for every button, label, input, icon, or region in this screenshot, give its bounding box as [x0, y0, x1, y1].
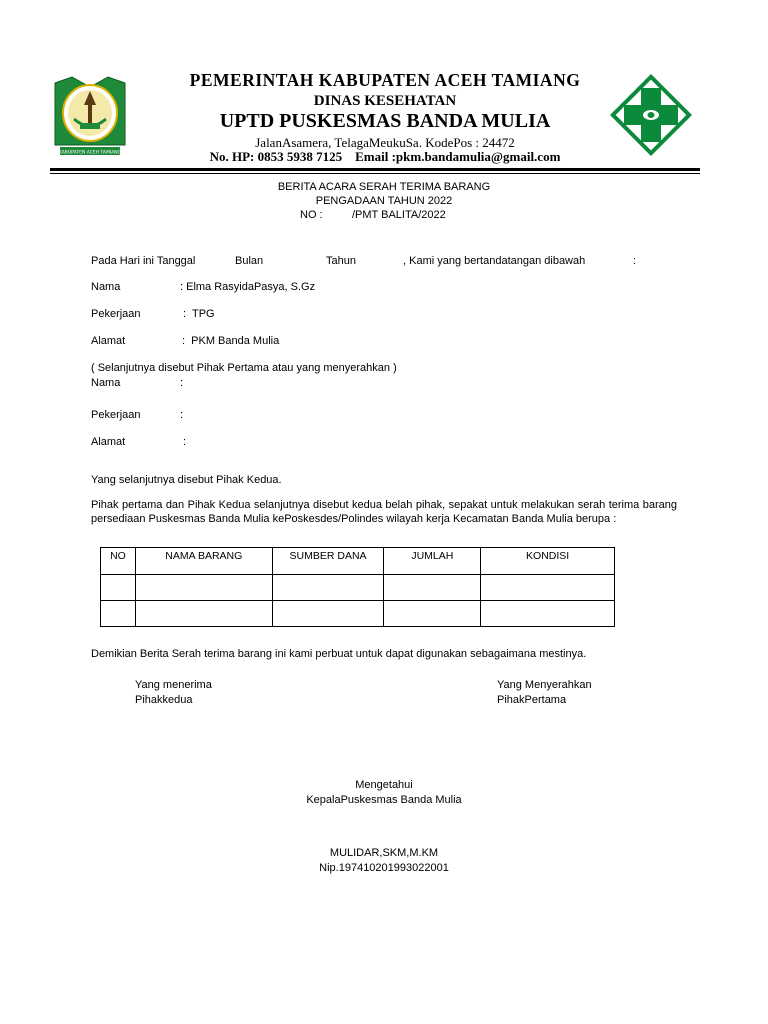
party1-name-value: : Elma RasyidaPasya, S.Gz	[180, 281, 316, 293]
table-cell	[384, 575, 481, 601]
table-cell	[101, 601, 136, 627]
table-cell	[272, 601, 384, 627]
recipient-label: Yang menerima	[135, 679, 212, 691]
government-title: PEMERINTAH KABUPATEN ACEH TAMIANG	[189, 70, 581, 90]
table-cell	[384, 601, 481, 627]
table-header-row	[101, 548, 615, 575]
column-header-condition: KONDISI	[481, 548, 615, 575]
contact-line: No. HP: 0853 5938 7125 Email :pkm.bandamulia@gmail.com	[209, 149, 561, 164]
acknowledge-label: Mengetahui	[355, 779, 413, 791]
column-header-fund-source: SUMBER DANA	[272, 548, 384, 575]
head-name: MULIDAR,SKM,M.KM	[329, 847, 439, 859]
party1-name-label: Nama	[91, 281, 121, 293]
puskesmas-logo	[610, 74, 692, 156]
svg-text:KABUPATEN ACEH TAMIANG: KABUPATEN ACEH TAMIANG	[58, 150, 122, 156]
table-cell	[481, 601, 615, 627]
department-title: DINAS KESEHATAN	[313, 93, 457, 109]
regency-emblem	[52, 75, 128, 157]
party1-address-value: : PKM Banda Mulia	[182, 335, 280, 347]
opening-month-label: Bulan	[235, 255, 264, 267]
party1-address-label: Alamat	[91, 335, 126, 347]
document-subtitle: PENGADAAN TAHUN 2022	[315, 195, 453, 207]
party1-job-value: : TPG	[183, 308, 215, 320]
column-header-no: NO	[101, 548, 136, 575]
column-header-quantity: JUMLAH	[384, 548, 481, 575]
party2-job-value: :	[180, 409, 184, 421]
column-header-item-name: NAMA BARANG	[135, 548, 272, 575]
header-rule-thin	[50, 173, 700, 174]
opening-tail: , Kami yang bertandatangan dibawah	[403, 255, 586, 267]
document-title: BERITA ACARA SERAH TERIMA BARANG	[277, 181, 491, 193]
header-rule-thick	[50, 168, 700, 171]
party1-job-label: Pekerjaan	[91, 308, 141, 320]
giver-label: Yang Menyerahkan	[497, 679, 592, 691]
address-line: JalanAsamera, TelagaMeukuSa. KodePos : 24472	[255, 135, 515, 150]
party2-job-label: Pekerjaan	[91, 409, 141, 421]
opening-year-label: Tahun	[326, 255, 356, 267]
acknowledge-title: KepalaPuskesmas Banda Mulia	[306, 794, 462, 806]
party2-address-label: Alamat	[91, 436, 126, 448]
party2-name-value: :	[180, 377, 184, 389]
party1-note: ( Selanjutnya disebut Pihak Pertama atau yang menyerahkan )	[91, 362, 397, 374]
table-cell	[481, 575, 615, 601]
table-cell	[135, 601, 272, 627]
table-row	[101, 575, 615, 601]
head-nip: Nip.197410201993022001	[319, 862, 449, 874]
table-cell	[272, 575, 384, 601]
items-table	[100, 547, 615, 627]
opening-colon: :	[633, 255, 637, 267]
party2-name-label: Nama	[91, 377, 121, 389]
table-cell	[135, 575, 272, 601]
agreement-paragraph: Pihak pertama dan Pihak Kedua selanjutnya disebut kedua belah pihak, sepakat untuk melakukan serah terima barang persediaan Puskesmas Banda Mulia kePoskesdes/Polindes wilayah kerja Kecamatan Banda Mulia berupa :	[91, 499, 677, 525]
table-cell	[101, 575, 136, 601]
giver-party: PihakPertama	[497, 694, 567, 706]
opening-date-label: Pada Hari ini Tanggal	[91, 255, 196, 267]
institution-title: UPTD PUSKESMAS BANDA MULIA	[219, 110, 551, 132]
document-number-label: NO :	[300, 209, 323, 221]
document-number-ref: /PMT BALITA/2022	[352, 209, 446, 221]
party2-address-value: :	[183, 436, 187, 448]
closing-statement: Demikian Berita Serah terima barang ini kami perbuat untuk dapat digunakan sebagaimana mestinya.	[91, 648, 587, 660]
recipient-party: Pihakkedua	[135, 694, 193, 706]
party2-note: Yang selanjutnya disebut Pihak Kedua.	[91, 474, 282, 486]
table-row	[101, 601, 615, 627]
